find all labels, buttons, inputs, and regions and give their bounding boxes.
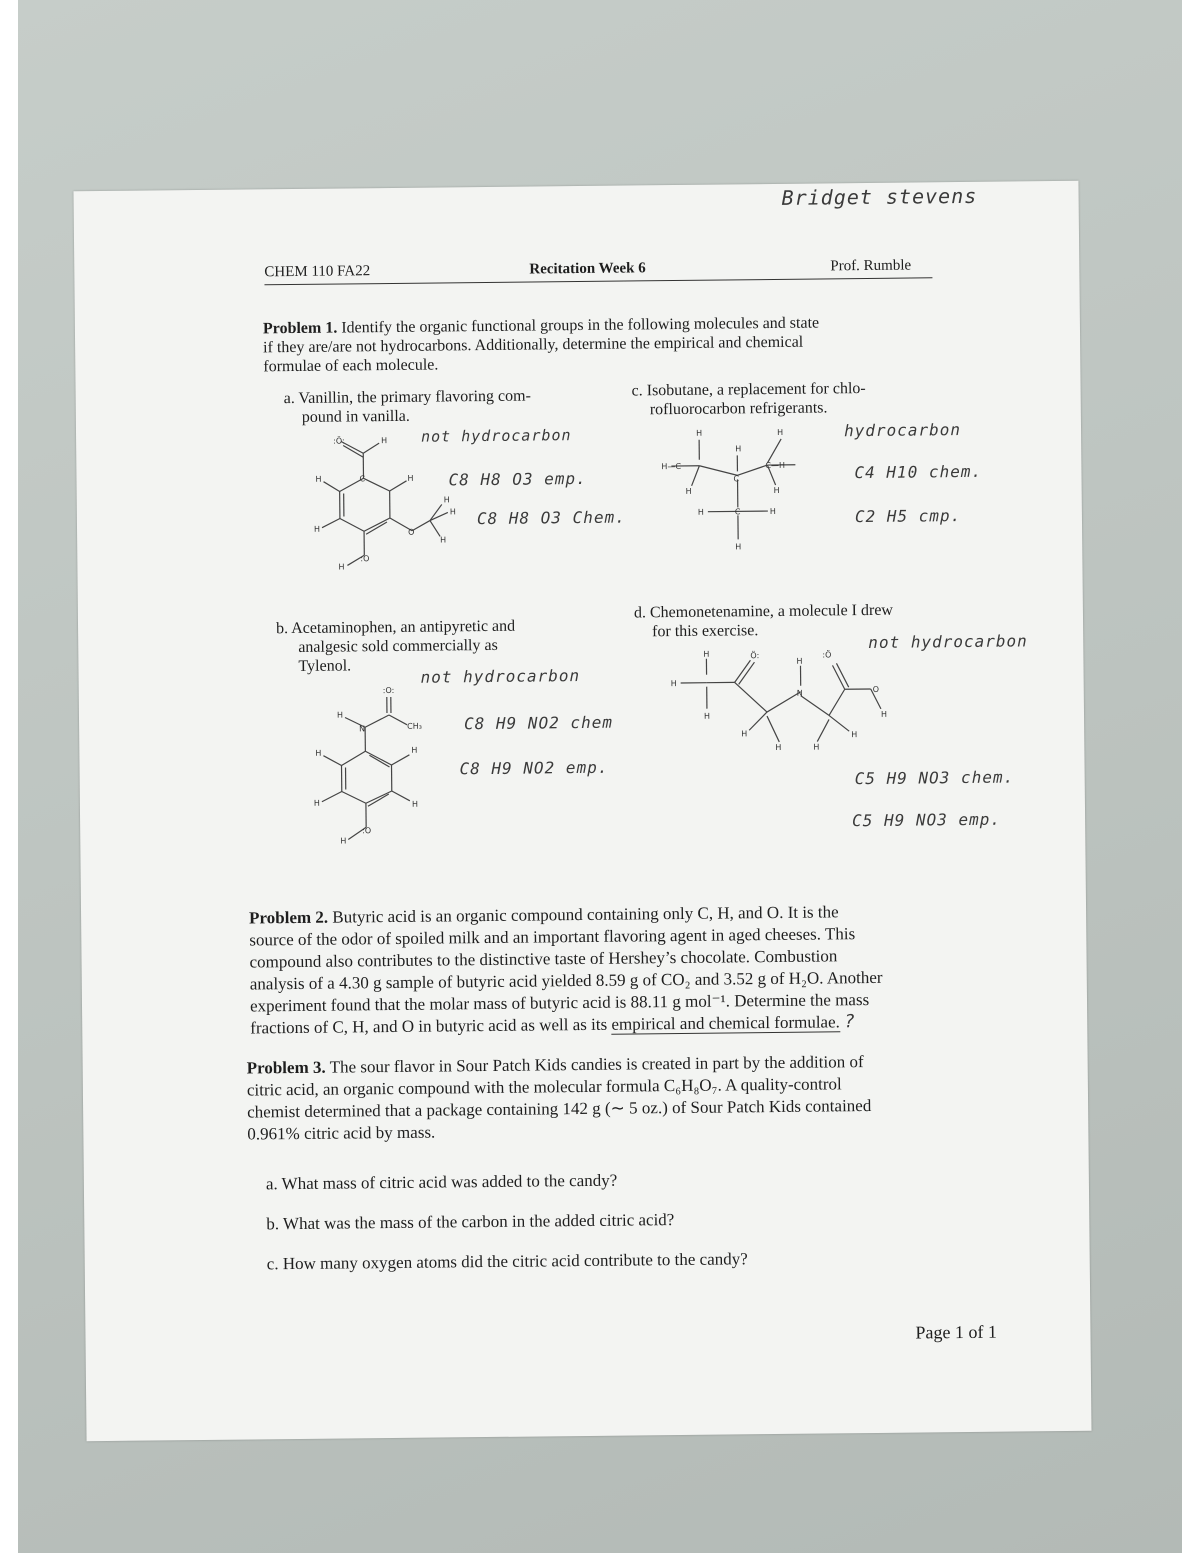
svg-text:O: O xyxy=(872,684,880,694)
problem-2-underlined-phrase: empirical and chemical formulae. xyxy=(611,1012,840,1034)
svg-text:N: N xyxy=(359,724,366,734)
svg-text:H: H xyxy=(703,711,711,721)
worksheet-page xyxy=(73,181,1091,1441)
problem-3-question-a: a. What mass of citric acid was added to the candy? xyxy=(265,1170,618,1194)
worksheet-title: Recitation Week 6 xyxy=(529,260,646,278)
question-mark-annotation: ? xyxy=(843,1011,857,1033)
part-b-note-type: not hydrocarbon xyxy=(420,666,581,687)
problem-1-label: Problem 1. xyxy=(262,319,338,338)
part-b-line: Tylenol. xyxy=(298,657,352,675)
problem-3-line: citric acid, an organic compound with the molecular formula C₆H₈O₇. A quality-control xyxy=(246,1074,842,1100)
svg-text:N: N xyxy=(796,688,803,698)
part-c-text xyxy=(632,379,866,419)
svg-text:Ö:: Ö: xyxy=(750,651,760,661)
svg-text:H: H xyxy=(670,679,677,689)
problem-2-line: source of the odor of spoiled milk and an important flavoring agent in aged cheeses. This xyxy=(249,924,856,950)
svg-text:C: C xyxy=(359,474,366,484)
acetaminophen-structure xyxy=(307,682,459,864)
professor-name: Prof. Rumble xyxy=(830,257,912,275)
svg-text:O: O xyxy=(408,527,415,537)
svg-text:H: H xyxy=(775,742,782,752)
student-signature: Bridget stevens xyxy=(781,183,978,210)
svg-text:C—H: C—H xyxy=(765,460,786,471)
svg-text:H: H xyxy=(685,486,692,496)
svg-text:H: H xyxy=(769,506,776,517)
svg-text:H: H xyxy=(880,709,888,719)
problem-2-line: experiment found that the molar mass of butyric acid is 88.11 g mol⁻¹. Determine the mass xyxy=(249,990,870,1016)
svg-text::O:: :O: xyxy=(382,685,395,696)
part-c-note-chem: C4 H10 chem. xyxy=(854,461,983,483)
problem-2-line: Butyric acid is an organic compound containing only C, H, and O. It is the xyxy=(332,902,839,927)
part-d-text xyxy=(634,601,893,642)
svg-text:H: H xyxy=(315,474,322,484)
svg-text::O: :O xyxy=(360,554,370,564)
part-b-line: analgesic sold commercially as xyxy=(298,636,498,656)
chemonetenamine-structure xyxy=(666,645,907,768)
svg-text:H: H xyxy=(851,730,858,740)
svg-text:H: H xyxy=(407,473,414,483)
part-a-text xyxy=(284,387,532,428)
problem-1-text xyxy=(263,312,944,376)
svg-text::Ö: :Ö xyxy=(822,650,832,660)
part-a-note-chem: C8 H8 O3 Chem. xyxy=(476,507,626,529)
svg-text:H: H xyxy=(697,507,704,517)
problem-3-line: chemist determined that a package containing 142 g (∼ 5 oz.) of Sour Patch Kids contained xyxy=(247,1095,872,1122)
problem-3-line: The sour flavor in Sour Patch Kids candies is created in part by the addition of xyxy=(329,1052,864,1077)
svg-text:H: H xyxy=(776,427,784,437)
svg-text:H: H xyxy=(813,742,820,752)
problem-2-text xyxy=(249,900,990,1040)
vanillin-structure xyxy=(301,432,473,584)
part-a-line: pound in vanilla. xyxy=(301,407,410,426)
problem-2-line: analysis of a 4.30 g sample of butyric acid yielded 8.59 g of CO₂ and 3.52 g of H₂O. Another xyxy=(249,967,883,994)
part-d-line: for this exercise. xyxy=(652,622,759,641)
svg-text::Ö:: :Ö: xyxy=(333,436,345,446)
part-b-note-emp: C8 H9 NO2 emp. xyxy=(459,757,609,779)
problem-2-label: Problem 2. xyxy=(249,907,329,928)
problem-1-line: formulae of each molecule. xyxy=(263,356,439,376)
svg-text:H: H xyxy=(411,745,418,755)
svg-text:H: H xyxy=(313,798,320,808)
part-d-line: d. Chemonetenamine, a molecule I drew xyxy=(633,601,894,622)
part-c-line: c. Isobutane, a replacement for chlo- xyxy=(631,380,866,400)
svg-text:H: H xyxy=(440,535,447,545)
svg-text:H: H xyxy=(735,444,742,454)
svg-text:H: H xyxy=(338,562,345,572)
course-code: CHEM 110 FA22 xyxy=(264,263,371,281)
part-d-note-chem: C5 H9 NO3 chem. xyxy=(854,767,1015,789)
svg-text:H: H xyxy=(443,495,450,505)
svg-text::O: :O xyxy=(362,826,372,836)
part-b-line: b. Acetaminophen, an antipyretic and xyxy=(275,617,516,638)
svg-text:H: H xyxy=(741,729,748,739)
svg-text:C: C xyxy=(734,507,741,517)
part-a-line: a. Vanillin, the primary flavoring com- xyxy=(283,387,531,408)
svg-text:C: C xyxy=(733,474,740,484)
problem-1-line: if they are/are not hydrocarbons. Additionally, determine the empirical and chemical xyxy=(263,333,804,357)
part-a-note-type: not hydrocarbon xyxy=(420,426,572,446)
part-c-note-emp: C2 H5 cmp. xyxy=(854,506,962,527)
problem-3-line: 0.961% citric acid by mass. xyxy=(247,1122,436,1144)
svg-text:H: H xyxy=(336,710,344,720)
part-c-line: rofluorocarbon refrigerants. xyxy=(649,399,828,419)
isobutane-structure xyxy=(651,418,822,560)
svg-text:H: H xyxy=(340,836,347,846)
svg-text:H: H xyxy=(381,436,388,446)
svg-text:H: H xyxy=(735,542,742,552)
problem-3-question-b: b. What was the mass of the carbon in the added citric acid? xyxy=(266,1210,675,1234)
page-number: Page 1 of 1 xyxy=(915,1321,998,1343)
problem-2-line: compound also contributes to the distinctive taste of Hershey’s chocolate. Combustion xyxy=(249,946,838,972)
part-d-note-emp: C5 H9 NO3 emp. xyxy=(852,809,1002,831)
part-b-note-chem: C8 H9 NO2 chem xyxy=(463,712,614,734)
svg-text:H: H xyxy=(411,799,418,809)
svg-text:H: H xyxy=(449,507,456,517)
part-c-note-type: hydrocarbon xyxy=(843,420,962,441)
svg-text:H: H xyxy=(773,485,780,495)
svg-text:H: H xyxy=(315,748,322,758)
svg-text:H: H xyxy=(796,656,803,666)
part-d-note-type: not hydrocarbon xyxy=(868,631,1028,652)
problem-3-question-c: c. How many oxygen atoms did the citric acid contribute to the candy? xyxy=(266,1249,748,1274)
svg-text:H: H xyxy=(696,428,703,438)
svg-text:H—C: H—C xyxy=(661,461,682,472)
part-a-note-emp: C8 H8 O3 emp. xyxy=(448,468,587,490)
svg-text:CH₃: CH₃ xyxy=(407,721,422,731)
svg-text:H: H xyxy=(703,649,710,659)
svg-text:H: H xyxy=(313,524,321,534)
problem-3-label: Problem 3. xyxy=(246,1057,326,1078)
problem-1-line: Identify the organic functional groups in the following molecules and state xyxy=(341,314,820,337)
problem-3-text xyxy=(247,1050,993,1146)
problem-2-line: fractions of C, H, and O in butyric acid as well as its xyxy=(250,1014,612,1038)
